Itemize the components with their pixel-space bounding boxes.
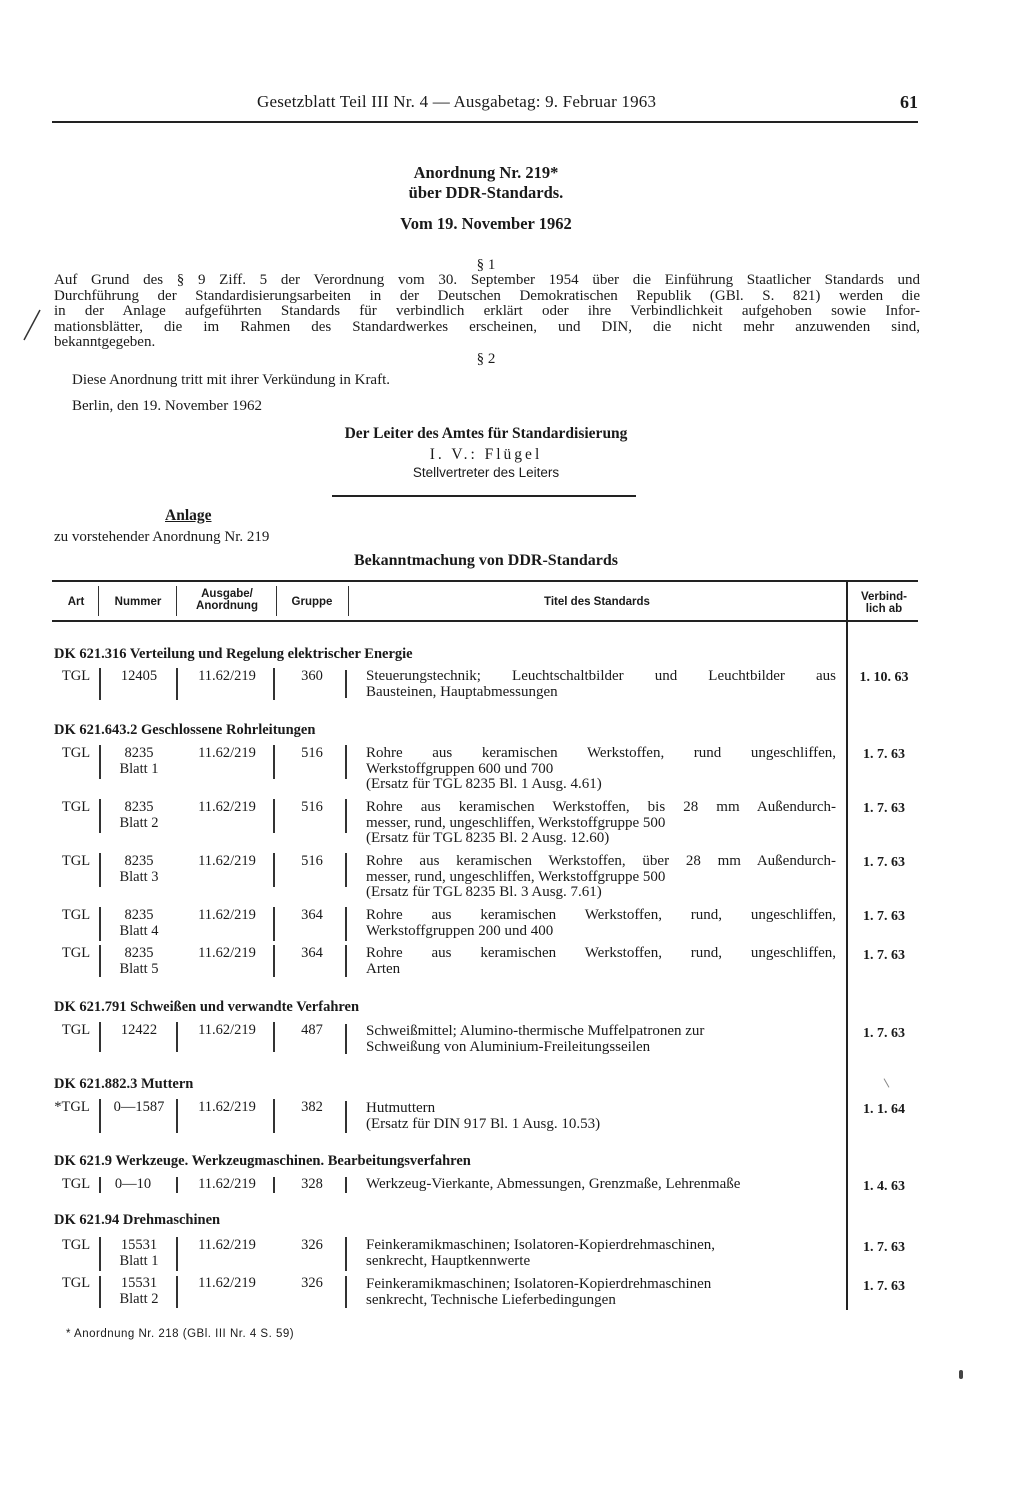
cell-titel-line: Rohre aus keramischen Werkstoffen, rund, ungeschliffen, (366, 907, 836, 923)
cell-titel-line: Rohre aus keramischen Werkstoffen, über 28 mm Außendurch- (366, 853, 836, 869)
cell-art: TGL (61, 668, 91, 684)
signer-office: Der Leiter des Amtes für Standardisierung (344, 425, 628, 442)
cell-art: TGL (61, 1022, 91, 1038)
cell-art: TGL (61, 1176, 91, 1192)
column-header-verbindlich-line: Verbind- (860, 591, 907, 603)
page-header (52, 92, 918, 116)
paragraph-2-heading: § 2 (476, 351, 496, 367)
signer-name: I. V.: Flügel (429, 446, 543, 463)
cell-art: TGL (61, 1275, 91, 1291)
cell-titel-line: Hutmuttern (366, 1100, 436, 1116)
cell-nummer (104, 1023, 174, 1039)
annex-subheading: zu vorstehender Anordnung Nr. 219 (54, 529, 270, 545)
cell-titel (366, 746, 836, 793)
table-top-rule (52, 580, 918, 582)
column-header-ausgabe-line: Anordnung (196, 600, 258, 612)
cell-ausgabe: 11.62/219 (198, 1099, 256, 1115)
cell-titel-line: senkrecht, Technische Lieferbedingungen (366, 1291, 616, 1308)
cell-nummer-value: 8235 (124, 853, 154, 869)
cell-nummer-sheet: Blatt 5 (119, 960, 159, 977)
paragraph-1-heading: § 1 (476, 257, 496, 273)
section-heading: DK 621.9 Werkzeuge. Werkzeugmaschinen. Bearbeitungsverfahren (54, 1153, 471, 1169)
cell-separator (345, 670, 347, 698)
ink-speck (884, 1078, 890, 1087)
paragraph-line: mationsblätter, die im Rahmen des Standardwerkes erscheinen, und DIN, die nicht mehr anzuwenden sind, (54, 318, 920, 335)
cell-ausgabe: 11.62/219 (198, 799, 256, 815)
column-header-art: Art (67, 596, 85, 608)
cell-separator (99, 745, 101, 779)
cell-nummer (104, 1276, 174, 1307)
cell-ausgabe: 11.62/219 (198, 1275, 256, 1291)
order-date: Vom 19. November 1962 (400, 214, 572, 233)
cell-gruppe: 487 (301, 1022, 323, 1038)
cell-separator (99, 1022, 101, 1052)
cell-titel-line: Schweißung von Aluminium-Freileitungsseilen (366, 1038, 651, 1055)
paragraph-line: Auf Grund des § 9 Ziff. 5 der Verordnung vom 30. September 1954 über die Einführung Staatlicher Standards und (54, 272, 920, 288)
cell-nummer (104, 1100, 174, 1116)
annex-heading: Anlage (165, 507, 212, 524)
order-subtitle: über DDR-Standards. (408, 183, 564, 202)
cell-nummer-value: 8235 (124, 945, 154, 961)
paragraph-line: bekanntgegeben. (54, 334, 156, 351)
cell-separator (99, 907, 101, 941)
cell-separator (176, 1276, 178, 1308)
column-separator (348, 586, 349, 616)
cell-separator (273, 853, 275, 887)
cell-nummer (104, 908, 174, 939)
cell-nummer-value: 8235 (124, 907, 154, 923)
cell-nummer-value: 12405 (120, 668, 158, 684)
cell-separator (345, 1177, 347, 1193)
cell-separator (345, 1237, 347, 1271)
column-header-ausgabe-line: Ausgabe/ (201, 588, 253, 600)
cell-separator (273, 745, 275, 779)
section-heading: DK 621.882.3 Muttern (54, 1076, 194, 1092)
cell-titel (366, 1238, 836, 1269)
signer-role: Stellvertreter des Leiters (412, 465, 560, 480)
cell-separator (99, 799, 101, 833)
cell-ausgabe: 11.62/219 (198, 907, 256, 923)
cell-verbindlich: 1. 7. 63 (863, 1026, 905, 1041)
cell-gruppe: 326 (301, 1237, 323, 1253)
cell-art: *TGL (54, 1099, 90, 1115)
page-number: 61 (900, 92, 918, 112)
cell-nummer-sheet: Blatt 1 (119, 760, 159, 777)
column-separator (276, 586, 277, 616)
cell-art: TGL (61, 745, 91, 761)
cell-separator (176, 1237, 178, 1271)
cell-verbindlich: 1. 7. 63 (863, 747, 905, 762)
cell-separator (345, 799, 347, 833)
ink-speck (959, 1370, 963, 1379)
cell-ausgabe: 11.62/219 (198, 668, 256, 684)
cell-separator (273, 1099, 275, 1133)
cell-ausgabe: 11.62/219 (198, 745, 256, 761)
cell-separator (273, 1177, 275, 1193)
cell-ausgabe: 11.62/219 (198, 1022, 256, 1038)
cell-nummer-value: 0—10 (114, 1176, 152, 1192)
cell-titel (366, 908, 836, 939)
cell-separator (99, 853, 101, 887)
footnote: * Anordnung Nr. 218 (GBl. III Nr. 4 S. 59) (66, 1328, 295, 1340)
cell-verbindlich: 1. 10. 63 (859, 670, 909, 685)
cell-nummer-sheet: Blatt 1 (119, 1252, 159, 1269)
cell-separator (99, 1237, 101, 1271)
column-header-titel: Titel des Standards (544, 596, 650, 608)
cell-titel-line: senkrecht, Hauptkennwerte (366, 1252, 531, 1269)
cell-art: TGL (61, 907, 91, 923)
cell-titel-line: Werkstoffgruppen 200 und 400 (366, 922, 554, 939)
cell-titel-line: Steuerungstechnik; Leuchtschaltbilder und Leuchtbilder aus (366, 668, 836, 684)
cell-titel-line: (Ersatz für TGL 8235 Bl. 1 Ausg. 4.61) (366, 776, 602, 792)
cell-verbindlich: 1. 7. 63 (863, 801, 905, 816)
cell-titel-line: (Ersatz für TGL 8235 Bl. 2 Ausg. 12.60) (366, 830, 610, 846)
cell-gruppe: 516 (301, 853, 323, 869)
cell-titel (366, 1024, 836, 1055)
cell-titel-line: Schweißmittel; Alumino-thermische Muffelpatronen zur (366, 1023, 705, 1039)
cell-art: TGL (61, 1237, 91, 1253)
cell-nummer-value: 0—1587 (113, 1099, 165, 1115)
cell-titel (366, 1277, 836, 1308)
column-header-nummer: Nummer (114, 596, 162, 608)
cell-titel (366, 946, 836, 977)
cell-verbindlich: 1. 7. 63 (863, 909, 905, 924)
cell-separator (99, 1276, 101, 1308)
cell-separator (176, 1099, 178, 1133)
cell-separator (345, 945, 347, 977)
header-rule (52, 121, 918, 123)
table-header-rule (52, 620, 918, 622)
cell-nummer (104, 854, 174, 885)
cell-verbindlich: 1. 1. 64 (863, 1102, 905, 1117)
cell-titel-line: Rohre aus keramischen Werkstoffen, bis 28 mm Außendurch- (366, 799, 836, 815)
cell-nummer (98, 1177, 168, 1193)
cell-gruppe: 360 (301, 668, 323, 684)
cell-titel-line: Arten (366, 960, 401, 977)
cell-nummer (104, 946, 174, 977)
cell-separator (345, 907, 347, 941)
cell-separator (176, 1022, 178, 1052)
cell-nummer (104, 800, 174, 831)
cell-separator (273, 1022, 275, 1052)
cell-gruppe: 382 (301, 1099, 323, 1115)
paragraph-line: in der Anlage aufgeführten Standards für verbindlich erklärt oder ihre Verbindlichkeit aufgehoben sowie Infor- (54, 303, 920, 320)
cell-verbindlich: 1. 7. 63 (863, 948, 905, 963)
paragraph-line: Durchführung der Standardisierungsarbeiten in der Deutschen Demokratischen Republik (GBl. S. 821) werden die (54, 287, 920, 304)
column-header-ausgabe (180, 588, 274, 612)
cell-art: TGL (61, 945, 91, 961)
cell-titel-line: Feinkeramikmaschinen; Isolatoren-Kopierdrehmaschinen (366, 1276, 712, 1292)
cell-art: TGL (61, 853, 91, 869)
cell-ausgabe: 11.62/219 (198, 853, 256, 869)
cell-separator (345, 745, 347, 779)
cell-nummer-sheet: Blatt 3 (119, 868, 159, 885)
cell-nummer-value: 15531 (120, 1237, 158, 1253)
table-title: Bekanntmachung von DDR-Standards (353, 552, 619, 569)
cell-nummer-value: 8235 (124, 799, 154, 815)
cell-verbindlich: 1. 4. 63 (863, 1179, 905, 1194)
cell-gruppe: 364 (301, 907, 323, 923)
section-divider (332, 495, 636, 497)
cell-nummer-value: 12422 (120, 1022, 158, 1038)
section-heading: DK 621.94 Drehmaschinen (54, 1212, 221, 1228)
section-heading: DK 621.643.2 Geschlossene Rohrleitungen (54, 722, 316, 738)
paragraph-line: Diese Anordnung tritt mit ihrer Verkündung in Kraft. (72, 372, 391, 388)
cell-art: TGL (61, 799, 91, 815)
margin-pencil-mark (20, 306, 44, 346)
cell-titel-line: Rohre aus keramischen Werkstoffen, rund, ungeschliffen, (366, 945, 836, 961)
cell-separator (345, 1276, 347, 1308)
cell-verbindlich: 1. 7. 63 (863, 1279, 905, 1294)
cell-separator (99, 945, 101, 977)
cell-gruppe: 326 (301, 1275, 323, 1291)
cell-nummer-sheet: Blatt 4 (119, 922, 159, 939)
cell-verbindlich: 1. 7. 63 (863, 1240, 905, 1255)
cell-titel (366, 1177, 836, 1193)
cell-separator (345, 853, 347, 887)
cell-titel (366, 854, 836, 901)
column-separator (98, 586, 99, 616)
column-header-verbindlich (850, 591, 918, 615)
cell-nummer (104, 669, 174, 685)
cell-titel-line: messer, rund, ungeschliffen, Werkstoffgruppe 500 (366, 868, 666, 885)
cell-titel-line: Werkstoffgruppen 600 und 700 (366, 760, 554, 777)
cell-titel (366, 800, 836, 847)
cell-titel-line: Bausteinen, Hauptabmessungen (366, 683, 558, 700)
cell-nummer-value: 8235 (124, 745, 154, 761)
cell-nummer-value: 15531 (120, 1275, 158, 1291)
cell-nummer-sheet: Blatt 2 (119, 814, 159, 831)
cell-separator (345, 1024, 347, 1054)
column-header-gruppe: Gruppe (291, 596, 333, 608)
cell-ausgabe: 11.62/219 (198, 1176, 256, 1192)
cell-separator (99, 668, 101, 700)
cell-ausgabe: 11.62/219 (198, 945, 256, 961)
cell-separator (176, 1177, 178, 1193)
cell-gruppe: 516 (301, 799, 323, 815)
paragraph-1-text (54, 273, 920, 351)
cell-separator (273, 907, 275, 941)
section-heading: DK 621.791 Schweißen und verwandte Verfahren (54, 999, 360, 1015)
cell-nummer (104, 746, 174, 777)
cell-verbindlich: 1. 7. 63 (863, 855, 905, 870)
cell-titel (366, 1101, 836, 1132)
cell-separator (345, 1101, 347, 1133)
cell-gruppe: 516 (301, 745, 323, 761)
section-heading: DK 621.316 Verteilung und Regelung elektrischer Energie (54, 646, 413, 662)
order-title: Anordnung Nr. 219* (413, 163, 559, 182)
cell-nummer-sheet: Blatt 2 (119, 1290, 159, 1307)
cell-separator (273, 799, 275, 833)
cell-titel-line: Rohre aus keramischen Werkstoffen, rund ungeschliffen, (366, 745, 836, 761)
cell-titel (366, 669, 836, 700)
cell-gruppe: 328 (301, 1176, 323, 1192)
column-header-verbindlich-line: lich ab (865, 603, 903, 615)
table-right-column-rule (846, 580, 848, 1310)
cell-separator (273, 945, 275, 977)
cell-separator (176, 668, 178, 700)
cell-gruppe: 364 (301, 945, 323, 961)
cell-titel-line: (Ersatz für TGL 8235 Bl. 3 Ausg. 7.61) (366, 884, 602, 900)
cell-titel-line: Feinkeramikmaschinen; Isolatoren-Kopierdrehmaschinen, (366, 1237, 716, 1253)
column-separator (176, 586, 177, 616)
place-date (72, 399, 938, 415)
cell-titel-line: (Ersatz für DIN 917 Bl. 1 Ausg. 10.53) (366, 1115, 601, 1132)
cell-ausgabe: 11.62/219 (198, 1237, 256, 1253)
cell-titel-line: messer, rund, ungeschliffen, Werkstoffgruppe 500 (366, 814, 666, 831)
header-title: Gesetzblatt Teil III Nr. 4 — Ausgabetag: 9. Februar 1963 (257, 92, 657, 111)
cell-separator (273, 668, 275, 700)
cell-nummer (104, 1238, 174, 1269)
place-date-text: Berlin, den 19. November 1962 (72, 398, 262, 414)
paragraph-2-text (72, 373, 938, 389)
cell-separator (99, 1099, 101, 1133)
cell-titel-line: Werkzeug-Vierkante, Abmessungen, Grenzmaße, Lehrenmaße (366, 1176, 741, 1192)
